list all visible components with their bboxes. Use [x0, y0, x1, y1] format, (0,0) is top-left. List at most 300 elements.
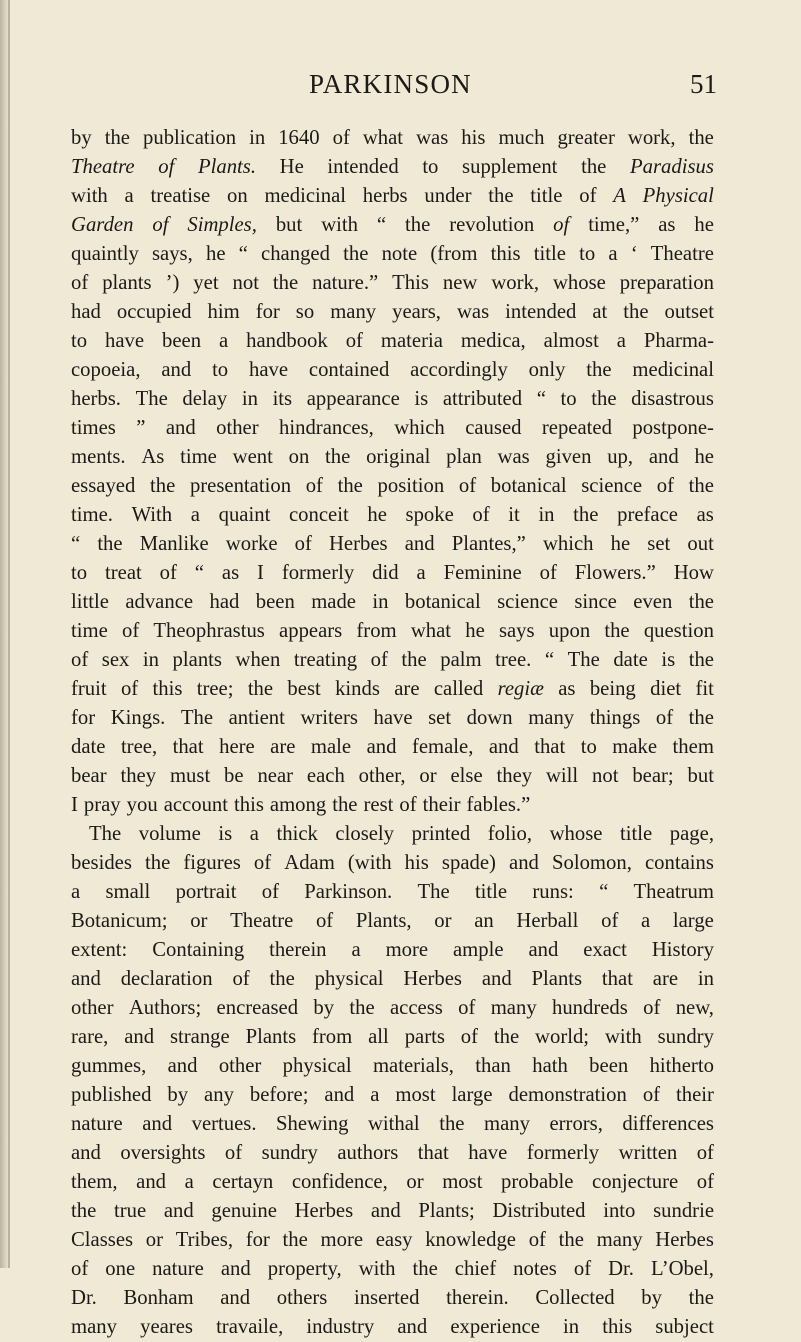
word: since	[574, 591, 617, 613]
word: went	[232, 446, 273, 468]
word: must	[169, 765, 211, 787]
word: the	[71, 1200, 97, 1222]
word: the	[405, 214, 431, 236]
word: encreased	[216, 997, 299, 1019]
word: Pharma-	[643, 330, 714, 352]
word: and	[220, 1287, 251, 1309]
word: volume	[138, 823, 201, 845]
word: tree.	[495, 649, 532, 671]
word: of	[158, 156, 175, 178]
word: was	[416, 127, 449, 149]
word: Theatrum	[633, 881, 714, 903]
word: large	[672, 910, 714, 932]
word: set	[428, 707, 452, 729]
word: Feminine	[443, 562, 522, 584]
word: and	[71, 968, 101, 990]
word: among	[269, 794, 327, 816]
word: the	[591, 388, 617, 410]
text-line-41	[71, 1284, 714, 1313]
word: of	[370, 649, 388, 671]
word: Plants	[245, 1026, 297, 1048]
text-line-37	[71, 1168, 714, 1197]
word: of	[656, 475, 674, 497]
word: question	[643, 620, 714, 642]
word: a	[184, 1171, 194, 1193]
word: an	[474, 910, 494, 932]
word: vertues.	[191, 1113, 257, 1135]
word: appearance	[306, 388, 400, 410]
word: ments.	[71, 446, 126, 468]
word: than	[475, 1055, 511, 1077]
word: Botanicum;	[71, 910, 168, 932]
word: which	[394, 417, 445, 439]
word: male	[310, 736, 352, 758]
word: of	[294, 533, 312, 555]
word: plants	[172, 649, 222, 671]
text-line-28	[71, 907, 714, 936]
text-line-24	[71, 791, 714, 820]
word: attributed	[442, 388, 523, 410]
word: with	[358, 1258, 396, 1280]
word: the	[688, 591, 714, 613]
word: near	[257, 765, 294, 787]
text-line-30	[71, 965, 714, 994]
word: Paradisus	[630, 156, 714, 178]
word: are	[652, 968, 679, 990]
word: not	[232, 272, 259, 294]
word: Herball	[516, 910, 579, 932]
word: palm	[440, 649, 482, 671]
word: which	[542, 533, 594, 555]
word: his	[461, 127, 486, 149]
word: and	[136, 1171, 167, 1193]
word: “	[376, 214, 387, 236]
text-line-25	[71, 820, 714, 849]
word: it	[508, 504, 520, 526]
word: of	[643, 997, 661, 1019]
word: treating	[293, 649, 358, 671]
word: inserted	[353, 1287, 420, 1309]
word: figures	[183, 852, 241, 874]
text-line-7	[71, 298, 714, 327]
word: ample	[453, 939, 504, 961]
word: fit	[695, 678, 714, 700]
word: or	[145, 1229, 163, 1251]
page-number: 51	[690, 69, 717, 99]
word: their	[676, 1084, 714, 1106]
word: been	[589, 1055, 629, 1077]
word: the	[573, 504, 599, 526]
word: down	[466, 707, 513, 729]
word: this	[152, 678, 183, 700]
word: of	[696, 1142, 714, 1164]
text-line-2	[71, 153, 714, 182]
word: or	[406, 1171, 424, 1193]
word: title	[620, 823, 653, 845]
word: of	[224, 1142, 243, 1164]
word: of	[71, 649, 89, 671]
word: new	[442, 272, 478, 294]
word: many	[528, 707, 575, 729]
text-line-15	[71, 530, 714, 559]
word: certayn	[212, 1171, 274, 1193]
text-line-6	[71, 269, 714, 298]
word: 1640	[278, 127, 320, 149]
text-line-18	[71, 617, 714, 646]
word: as	[696, 504, 714, 526]
word: and	[488, 736, 519, 758]
word: and	[509, 852, 539, 874]
word: Plants	[531, 968, 583, 990]
word: written	[618, 1142, 678, 1164]
word: confidence,	[291, 1171, 388, 1193]
word: folio,	[487, 823, 533, 845]
word: much	[498, 127, 545, 149]
word: runs:	[532, 881, 574, 903]
word: the	[343, 243, 369, 265]
word: as	[558, 678, 576, 700]
word: many	[490, 997, 537, 1019]
word: and	[167, 1055, 198, 1077]
word: parts	[404, 1026, 445, 1048]
word: other	[71, 997, 114, 1019]
word: to	[560, 388, 577, 410]
word: many	[484, 1113, 530, 1135]
word: knowledge	[425, 1229, 516, 1251]
word: contains	[644, 852, 714, 874]
word: of	[261, 881, 279, 903]
word: of	[539, 562, 557, 584]
word: notes	[513, 1258, 557, 1280]
word: things	[589, 707, 641, 729]
word: rare,	[71, 1026, 109, 1048]
word: of	[159, 562, 177, 584]
word: under	[424, 185, 472, 207]
word: the	[282, 1229, 308, 1251]
word: have	[249, 359, 289, 381]
word: Classes	[71, 1229, 134, 1251]
word: have	[468, 1142, 508, 1164]
word: this	[234, 794, 264, 816]
word: science	[497, 591, 558, 613]
word: physical	[282, 1055, 352, 1077]
word: its	[272, 388, 293, 410]
word: preface	[617, 504, 678, 526]
word: had	[209, 591, 240, 613]
word: out	[687, 533, 714, 555]
word: Plants.	[197, 156, 257, 178]
word: a	[616, 330, 626, 352]
word: of	[253, 852, 272, 874]
word: of	[458, 475, 477, 497]
word: of	[458, 997, 476, 1019]
word: the	[272, 272, 299, 294]
text-line-38	[71, 1197, 714, 1226]
word: be	[224, 765, 244, 787]
word: Plants;	[418, 1200, 475, 1222]
word: ”	[136, 417, 146, 439]
word: occupied	[116, 301, 192, 323]
word: have	[373, 707, 413, 729]
word: the	[688, 707, 714, 729]
running-head	[0, 68, 801, 108]
word: A	[613, 185, 626, 207]
word: that	[172, 736, 204, 758]
text-line-14	[71, 501, 714, 530]
word: botanical	[490, 475, 567, 497]
word: exact	[583, 939, 627, 961]
word: but	[687, 765, 714, 787]
word: not	[592, 765, 619, 787]
word: Theatre	[71, 156, 135, 178]
word: genuine	[211, 1200, 277, 1222]
word: diet	[650, 678, 682, 700]
word: in	[538, 504, 555, 526]
word: or	[419, 765, 437, 787]
word: was	[456, 301, 490, 323]
word: the	[332, 794, 358, 816]
word: and	[648, 446, 679, 468]
word: a	[124, 185, 134, 207]
word: most	[442, 1171, 483, 1193]
word: Plantes,”	[451, 533, 526, 555]
word: of	[152, 214, 169, 236]
word: sundrie	[653, 1200, 714, 1222]
word: portrait	[175, 881, 237, 903]
word: of	[71, 272, 89, 294]
word: declaration	[120, 968, 213, 990]
word: are	[394, 678, 420, 700]
word: the	[349, 997, 375, 1019]
word: one	[105, 1258, 136, 1280]
word: of	[528, 1229, 546, 1251]
word: the	[325, 446, 351, 468]
word: of	[332, 127, 350, 149]
word: medica,	[460, 330, 526, 352]
word: advance	[125, 591, 194, 613]
word: Plants,	[355, 910, 412, 932]
word: and	[528, 939, 559, 961]
word: “	[536, 388, 546, 410]
word: of	[460, 1026, 479, 1048]
word: delay	[182, 388, 228, 410]
word: intended	[505, 301, 577, 323]
word: more	[320, 1229, 364, 1251]
word: even	[633, 591, 673, 613]
text-line-32	[71, 1023, 714, 1052]
word: female,	[411, 736, 474, 758]
word: will	[545, 765, 579, 787]
word: most	[395, 1084, 436, 1106]
word: of	[71, 1258, 89, 1280]
word: other	[216, 417, 259, 439]
word: Collected	[535, 1287, 615, 1309]
word: “	[544, 649, 555, 671]
text-line-4	[71, 211, 714, 240]
word: medicinal	[264, 185, 347, 207]
text-line-33	[71, 1052, 714, 1081]
word: Herbes	[403, 968, 462, 990]
word: the	[581, 156, 607, 178]
text-line-29	[71, 936, 714, 965]
word: a	[219, 330, 229, 352]
word: true	[113, 1200, 147, 1222]
word: is	[414, 388, 429, 410]
word: I	[257, 562, 264, 584]
word: so	[295, 301, 315, 323]
word: note	[381, 243, 418, 265]
word: this	[490, 243, 521, 265]
word: conceit	[288, 504, 349, 526]
word: the	[688, 649, 714, 671]
word: outset	[664, 301, 714, 323]
word: nature.”	[312, 272, 379, 294]
word: published	[71, 1084, 152, 1106]
word: the	[439, 1113, 465, 1135]
word: essayed	[71, 475, 136, 497]
word: gummes,	[71, 1055, 147, 1077]
word: hundreds	[551, 997, 628, 1019]
word: a	[641, 910, 651, 932]
word: but	[275, 214, 303, 236]
word: Tribes,	[175, 1229, 233, 1251]
word: here	[219, 736, 255, 758]
word: work,	[627, 127, 676, 149]
word: them,	[71, 1171, 118, 1193]
word: set	[647, 533, 671, 555]
word: Herbes	[655, 1229, 714, 1251]
word: time.	[71, 504, 113, 526]
word: had	[71, 301, 101, 323]
word: all	[368, 1026, 389, 1048]
word: to	[580, 736, 597, 758]
word: Herbes	[294, 1200, 354, 1222]
word: and	[142, 1113, 173, 1135]
word: Authors;	[128, 997, 202, 1019]
word: supplement	[462, 156, 558, 178]
word: formerly	[526, 1142, 600, 1164]
word: to	[579, 243, 596, 265]
word: besides	[71, 852, 132, 874]
word: Theophrastus	[153, 620, 265, 642]
word: any	[204, 1084, 234, 1106]
word: property,	[267, 1258, 342, 1280]
word: original	[366, 446, 431, 468]
word: a	[416, 562, 426, 584]
word: spoke	[405, 504, 454, 526]
word: Theatre	[650, 243, 714, 265]
word: therein.	[446, 1287, 509, 1309]
word: of	[655, 707, 674, 729]
word: the	[488, 185, 514, 207]
word: being	[589, 678, 636, 700]
word: nature	[71, 1113, 123, 1135]
word: into	[603, 1200, 636, 1222]
word: large	[451, 1084, 493, 1106]
word: time	[180, 446, 217, 468]
word: in	[697, 968, 714, 990]
word: The	[567, 649, 600, 671]
word: or	[190, 910, 208, 932]
word: that	[534, 736, 566, 758]
word: position	[377, 475, 445, 497]
word: tree;	[196, 678, 234, 700]
word: Parkinson.	[304, 881, 393, 903]
word: each	[306, 765, 345, 787]
word: of	[553, 214, 570, 236]
word: and	[370, 1200, 401, 1222]
word: them	[672, 736, 714, 758]
word: of	[315, 910, 334, 932]
word: He	[279, 156, 304, 178]
word: materials,	[372, 1055, 454, 1077]
word: publication	[143, 127, 237, 149]
word: for	[245, 1229, 270, 1251]
word: to	[71, 562, 88, 584]
word: make	[612, 736, 658, 758]
word: a	[190, 504, 200, 526]
word: date	[613, 649, 648, 671]
word: this	[602, 1316, 633, 1338]
word: postpone-	[632, 417, 714, 439]
word: a	[71, 881, 81, 903]
word: what	[410, 620, 452, 642]
word: new,	[675, 997, 714, 1019]
word: hindrances,	[279, 417, 374, 439]
text-line-27	[71, 878, 714, 907]
word: did	[372, 562, 399, 584]
word: Garden	[71, 214, 134, 236]
text-line-12	[71, 443, 714, 472]
word: “	[599, 881, 609, 903]
word: of	[345, 330, 363, 352]
word: world;	[535, 1026, 590, 1048]
text-line-35	[71, 1110, 714, 1139]
word: greater	[557, 127, 615, 149]
word: plan	[446, 446, 482, 468]
word: hitherto	[649, 1055, 714, 1077]
text-line-20	[71, 675, 714, 704]
word: treat	[105, 562, 142, 584]
word: of	[579, 185, 597, 207]
word: herbs.	[71, 388, 121, 410]
word: Distributed	[492, 1200, 586, 1222]
word: “	[71, 533, 81, 555]
word: authors	[337, 1142, 399, 1164]
word: before;	[249, 1084, 309, 1106]
word: a	[249, 823, 259, 845]
word: presentation	[189, 475, 292, 497]
word: of	[642, 1084, 661, 1106]
word: other,	[358, 765, 406, 787]
word: bear	[71, 765, 107, 787]
text-line-42	[71, 1313, 714, 1342]
word: sundry	[657, 1026, 714, 1048]
text-line-21	[71, 704, 714, 733]
word: The	[417, 881, 450, 903]
running-title: PARKINSON	[309, 69, 472, 99]
word: many	[71, 1316, 117, 1338]
text-line-9	[71, 356, 714, 385]
word: “	[238, 243, 248, 265]
word: formerly	[281, 562, 355, 584]
word: and	[220, 1258, 251, 1280]
word: worke	[225, 533, 278, 555]
word: ‘	[630, 243, 638, 265]
word: rest	[363, 794, 394, 816]
word: in	[241, 388, 258, 410]
word: he	[205, 243, 226, 265]
